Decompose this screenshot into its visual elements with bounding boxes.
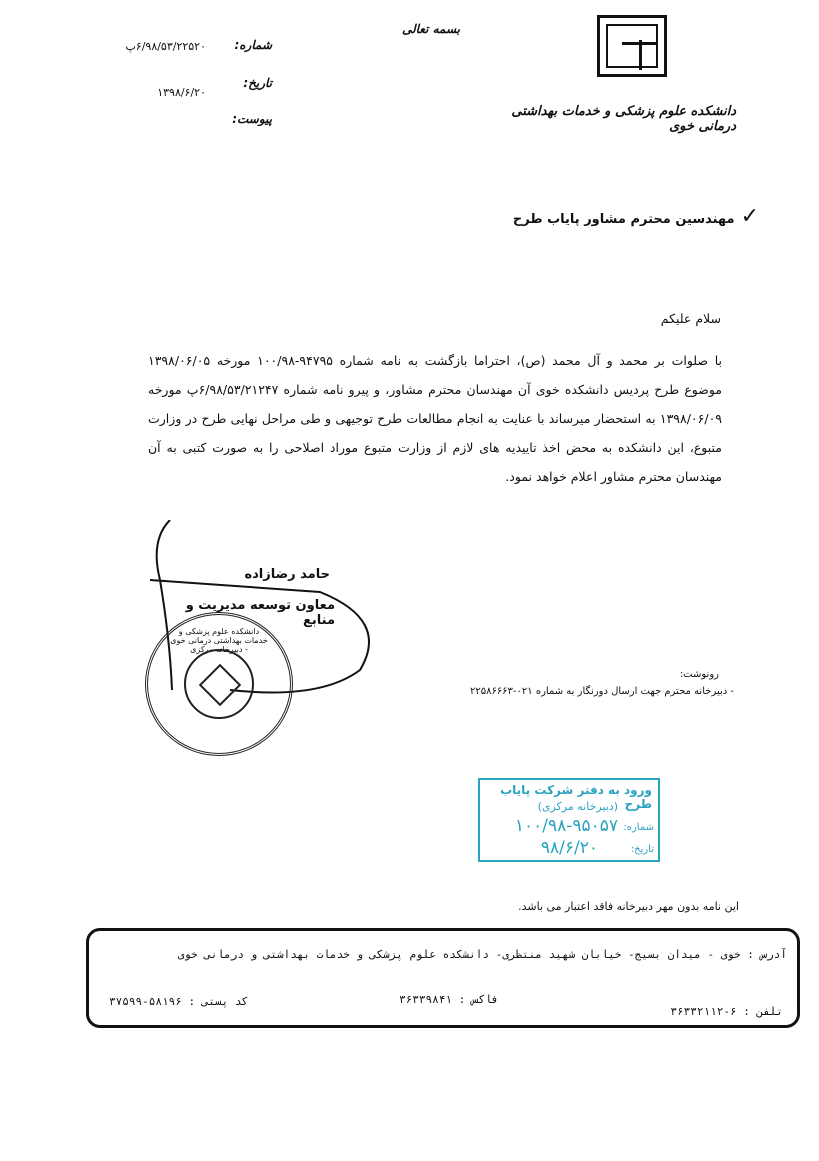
receipt-stamp bbox=[478, 778, 660, 862]
date-value: ۱۳۹۸/۶/۲۰ bbox=[157, 86, 206, 99]
stamp-title: ورود به دفتر شرکت پایاب طرح bbox=[500, 783, 652, 811]
attachment-label: پیوست: bbox=[232, 112, 272, 126]
footer-phone: تلفن : ۶-۳۶۳۳۲۱۱۲ bbox=[670, 1005, 783, 1018]
stamp-subtitle: (دبیرخانه مرکزی) bbox=[537, 800, 618, 813]
cc-label: رونوشت: bbox=[679, 669, 719, 680]
addressee-text: مهندسین محترم مشاور پایاب طرح bbox=[512, 212, 735, 227]
signatory-title: معاون توسعه مدیریت و منابع bbox=[185, 598, 335, 628]
stamp-number: ۱۰۰/۹۸-۹۵۰۵۷ bbox=[514, 816, 618, 836]
addressee bbox=[513, 204, 759, 229]
letter-body: با صلوات بر محمد و آل محمد (ص)، احتراما بازگشت به نامه شماره ۹۴۷۹۵-۱۰۰/۹۸ مورخه ۱۳۹۸/۰۶/۰۵ موضوع طرح پردیس دانشکده خوی آن مهندسان محترم مشاور، و پیرو نامه شماره ۶/۹۸/۵۳/۲۱۲۴۷پ مورخه ۱۳۹۸/۰۶/۰۹ به استحضار میرساند با عنایت به انجام مطالعات طرح توجیهی و طی مراحل نهایی طرح در وزارت متبوع، این دانشکده به محض اخذ تاییدیه های لازم از وزارت متبوع موراد اصلاحی را به صورت کتبی به آن مهندسان محترم مشاور اعلام خواهد نمود. bbox=[148, 353, 722, 484]
bismillah: بسمه تعالی bbox=[401, 22, 460, 36]
date-label: تاریخ: bbox=[243, 76, 272, 90]
stamp-date: ۹۸/۶/۲۰ bbox=[540, 838, 598, 858]
number-label: شماره: bbox=[234, 38, 272, 52]
footer-postal: کد پستی : ۵۸۱۹۶-۳۷۵۹۹ bbox=[109, 995, 249, 1008]
number-value: ۶/۹۸/۵۳/۲۲۵۲۰پ bbox=[125, 40, 206, 53]
stamp-number-label: شماره: bbox=[623, 822, 654, 833]
university-name: دانشکده علوم پزشکی و خدمات بهداشتی درمانی خوی bbox=[511, 104, 736, 134]
disclaimer: این نامه بدون مهر دبیرخانه فاقد اعتبار می باشد. bbox=[518, 900, 739, 913]
stamp-date-label: تاریخ: bbox=[630, 844, 654, 855]
footer-fax: فاکس : ۳۶۳۳۹۸۴۱ bbox=[399, 993, 499, 1006]
checkmark-icon: ✓ bbox=[740, 204, 759, 229]
greeting: سلام علیکم bbox=[660, 311, 721, 326]
cc-line: - دبیرخانه محترم جهت ارسال دورنگار به شماره ۰۲۱-۲۲۵۸۶۶۶۳ bbox=[469, 686, 734, 697]
university-logo bbox=[597, 15, 667, 77]
signatory-name: حامد رضازاده bbox=[244, 567, 330, 582]
seal-text: دانشکده علوم پزشکی و خدمات بهداشتی درمانی خوی - دبیرخانه مرکزی bbox=[170, 627, 268, 654]
footer-address: آدرس : خوی - میدان بسیج- خیابان شهید منتظری- دانشکده علوم پزشکی و خدمات بهداشتی و درمانی خوی bbox=[177, 948, 787, 961]
footer-box bbox=[86, 928, 800, 1028]
official-seal bbox=[145, 612, 293, 756]
